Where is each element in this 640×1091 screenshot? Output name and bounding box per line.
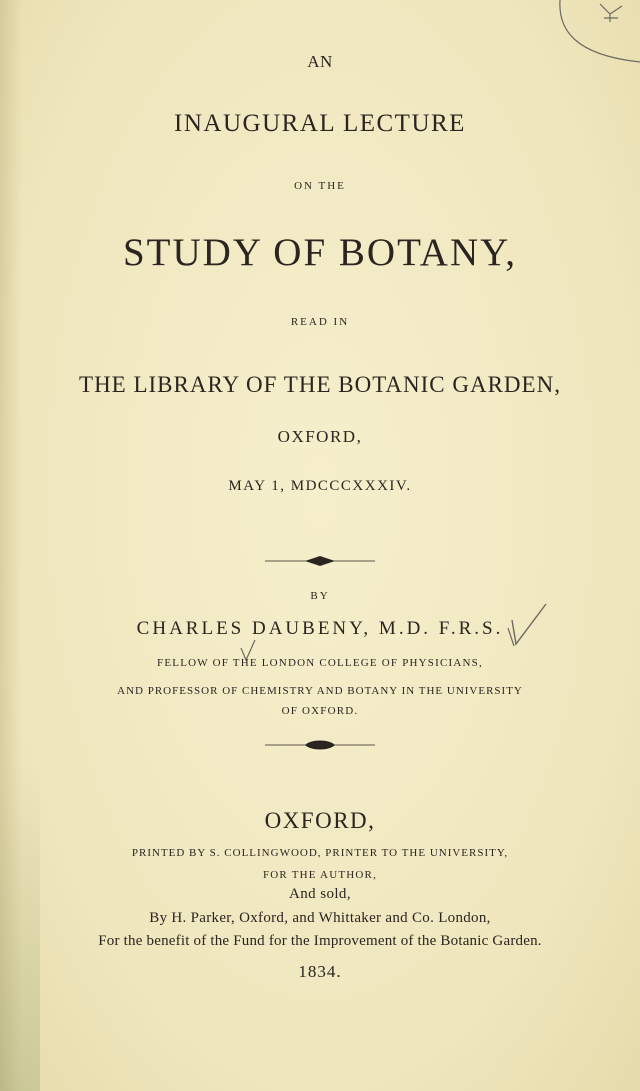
imprint-booksellers: By H. Parker, Oxford, and Whittaker and Co. London, (149, 910, 491, 926)
heading-on-the: ON THE (294, 180, 346, 192)
heading-study-of-botany: STUDY OF BOTANY, (122, 231, 517, 274)
heading-by: BY (310, 590, 330, 602)
lecture-date: MAY 1, MDCCCXXXIV. (228, 478, 412, 494)
imprint-benefit: For the benefit of the Fund for the Improvement of the Botanic Garden. (98, 933, 542, 949)
heading-an: AN (307, 52, 333, 71)
imprint-and-sold: And sold, (289, 886, 351, 902)
imprint-oxford: OXFORD, (264, 808, 376, 833)
author-name: CHARLES DAUBENY, M.D. F.R.S. (136, 618, 504, 639)
author-professor: AND PROFESSOR OF CHEMISTRY AND BOTANY IN THE UNIVERSITY (117, 685, 523, 697)
author-of-oxford: OF OXFORD. (281, 705, 359, 717)
heading-oxford: OXFORD, (277, 427, 363, 446)
imprint-for-author: FOR THE AUTHOR, (262, 869, 378, 881)
author-fellow: FELLOW OF THE LONDON COLLEGE OF PHYSICIANS, (157, 657, 483, 669)
heading-inaugural-lecture: INAUGURAL LECTURE (174, 110, 466, 137)
ornament-rule-2 (0, 738, 640, 752)
pencil-tick-margin (506, 600, 550, 650)
heading-library: THE LIBRARY OF THE BOTANIC GARDEN, (79, 372, 561, 397)
imprint-printed-by: PRINTED BY S. COLLINGWOOD, PRINTER TO THE UNIVERSITY, (131, 847, 509, 859)
heading-read-in: READ IN (290, 316, 350, 328)
imprint-year: 1834. (298, 962, 342, 981)
ornament-rule-1 (0, 554, 640, 568)
